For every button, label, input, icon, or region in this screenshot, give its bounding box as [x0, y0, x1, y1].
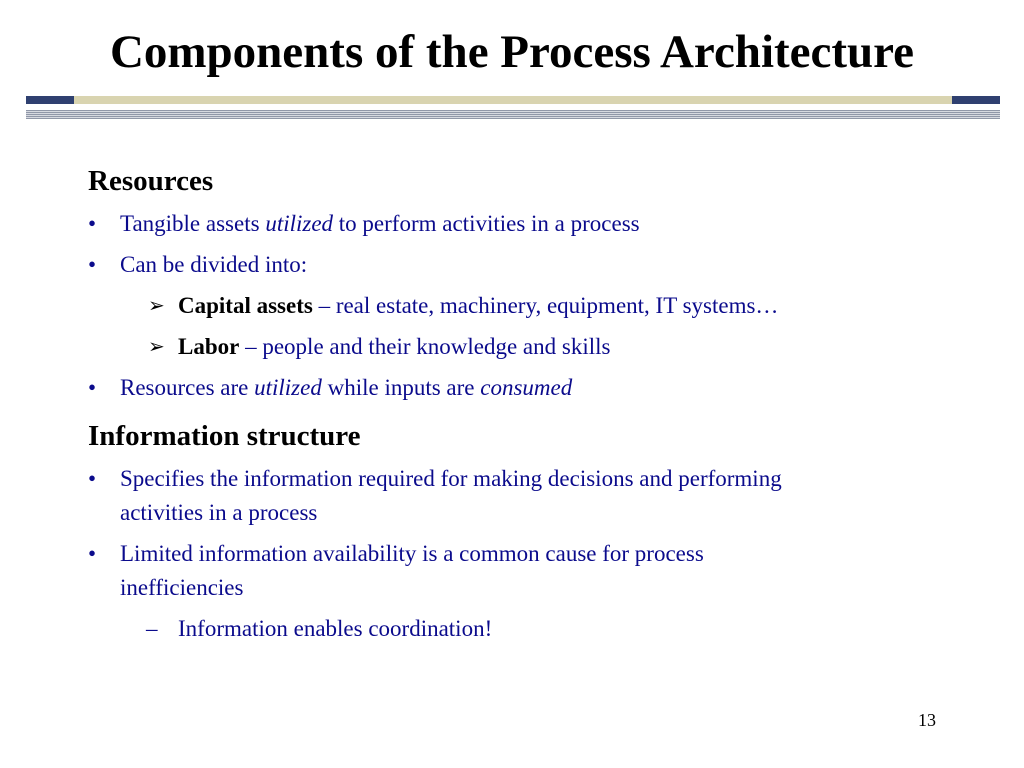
slide-body [88, 162, 968, 646]
title-divider-bar [26, 96, 1000, 104]
bullet-icon: • [88, 466, 97, 491]
sub-bullet-text: Information enables coordination! [178, 616, 493, 641]
sub-bullet-text: – people and their knowledge and skills [239, 334, 611, 359]
bullet-item [88, 248, 968, 282]
sub-bullet-item [88, 289, 968, 323]
dash-bullet-icon: – [146, 616, 158, 641]
divider-cap-left [26, 96, 74, 104]
section-heading-resources: Resources [88, 165, 214, 197]
sub-bullet-term: Labor [178, 334, 240, 359]
bullet-emphasis: utilized [254, 375, 322, 400]
bullet-text: Limited information availability is a common cause for process [120, 541, 704, 566]
bullet-icon: • [88, 252, 97, 277]
bullet-text: Can be divided into: [120, 252, 308, 277]
bullet-icon: • [88, 541, 97, 566]
bullet-text: activities in a process [120, 500, 318, 525]
bullet-icon: • [88, 211, 97, 236]
arrow-bullet-icon: ➢ [148, 295, 165, 317]
sub-bullet-term: Capital assets [178, 293, 313, 318]
bullet-icon: • [88, 375, 97, 400]
bullet-item [88, 371, 968, 405]
sub-bullet-item [88, 612, 968, 646]
section-heading-information: Information structure [88, 420, 361, 452]
bullet-emphasis: utilized [265, 211, 334, 236]
bullet-text: Specifies the information required for making decisions and performing [120, 466, 782, 491]
arrow-bullet-icon: ➢ [148, 336, 165, 358]
bullet-item [88, 537, 968, 605]
title-divider-stripes [26, 110, 1000, 119]
bullet-text: Resources are [120, 375, 255, 400]
bullet-text: Tangible assets [120, 211, 266, 236]
page-number: 13 [918, 710, 936, 730]
bullet-emphasis: consumed [480, 375, 573, 400]
divider-cap-right [952, 96, 1000, 104]
bullet-text: inefficiencies [120, 575, 244, 600]
bullet-text: to perform activities in a process [333, 211, 640, 236]
bullet-text: while inputs are [321, 375, 481, 400]
sub-bullet-text: – real estate, machinery, equipment, IT systems… [312, 293, 779, 318]
slide-title: Components of the Process Architecture [109, 26, 915, 78]
bullet-item [88, 207, 968, 241]
sub-bullet-item [88, 330, 968, 364]
bullet-item [88, 462, 968, 530]
